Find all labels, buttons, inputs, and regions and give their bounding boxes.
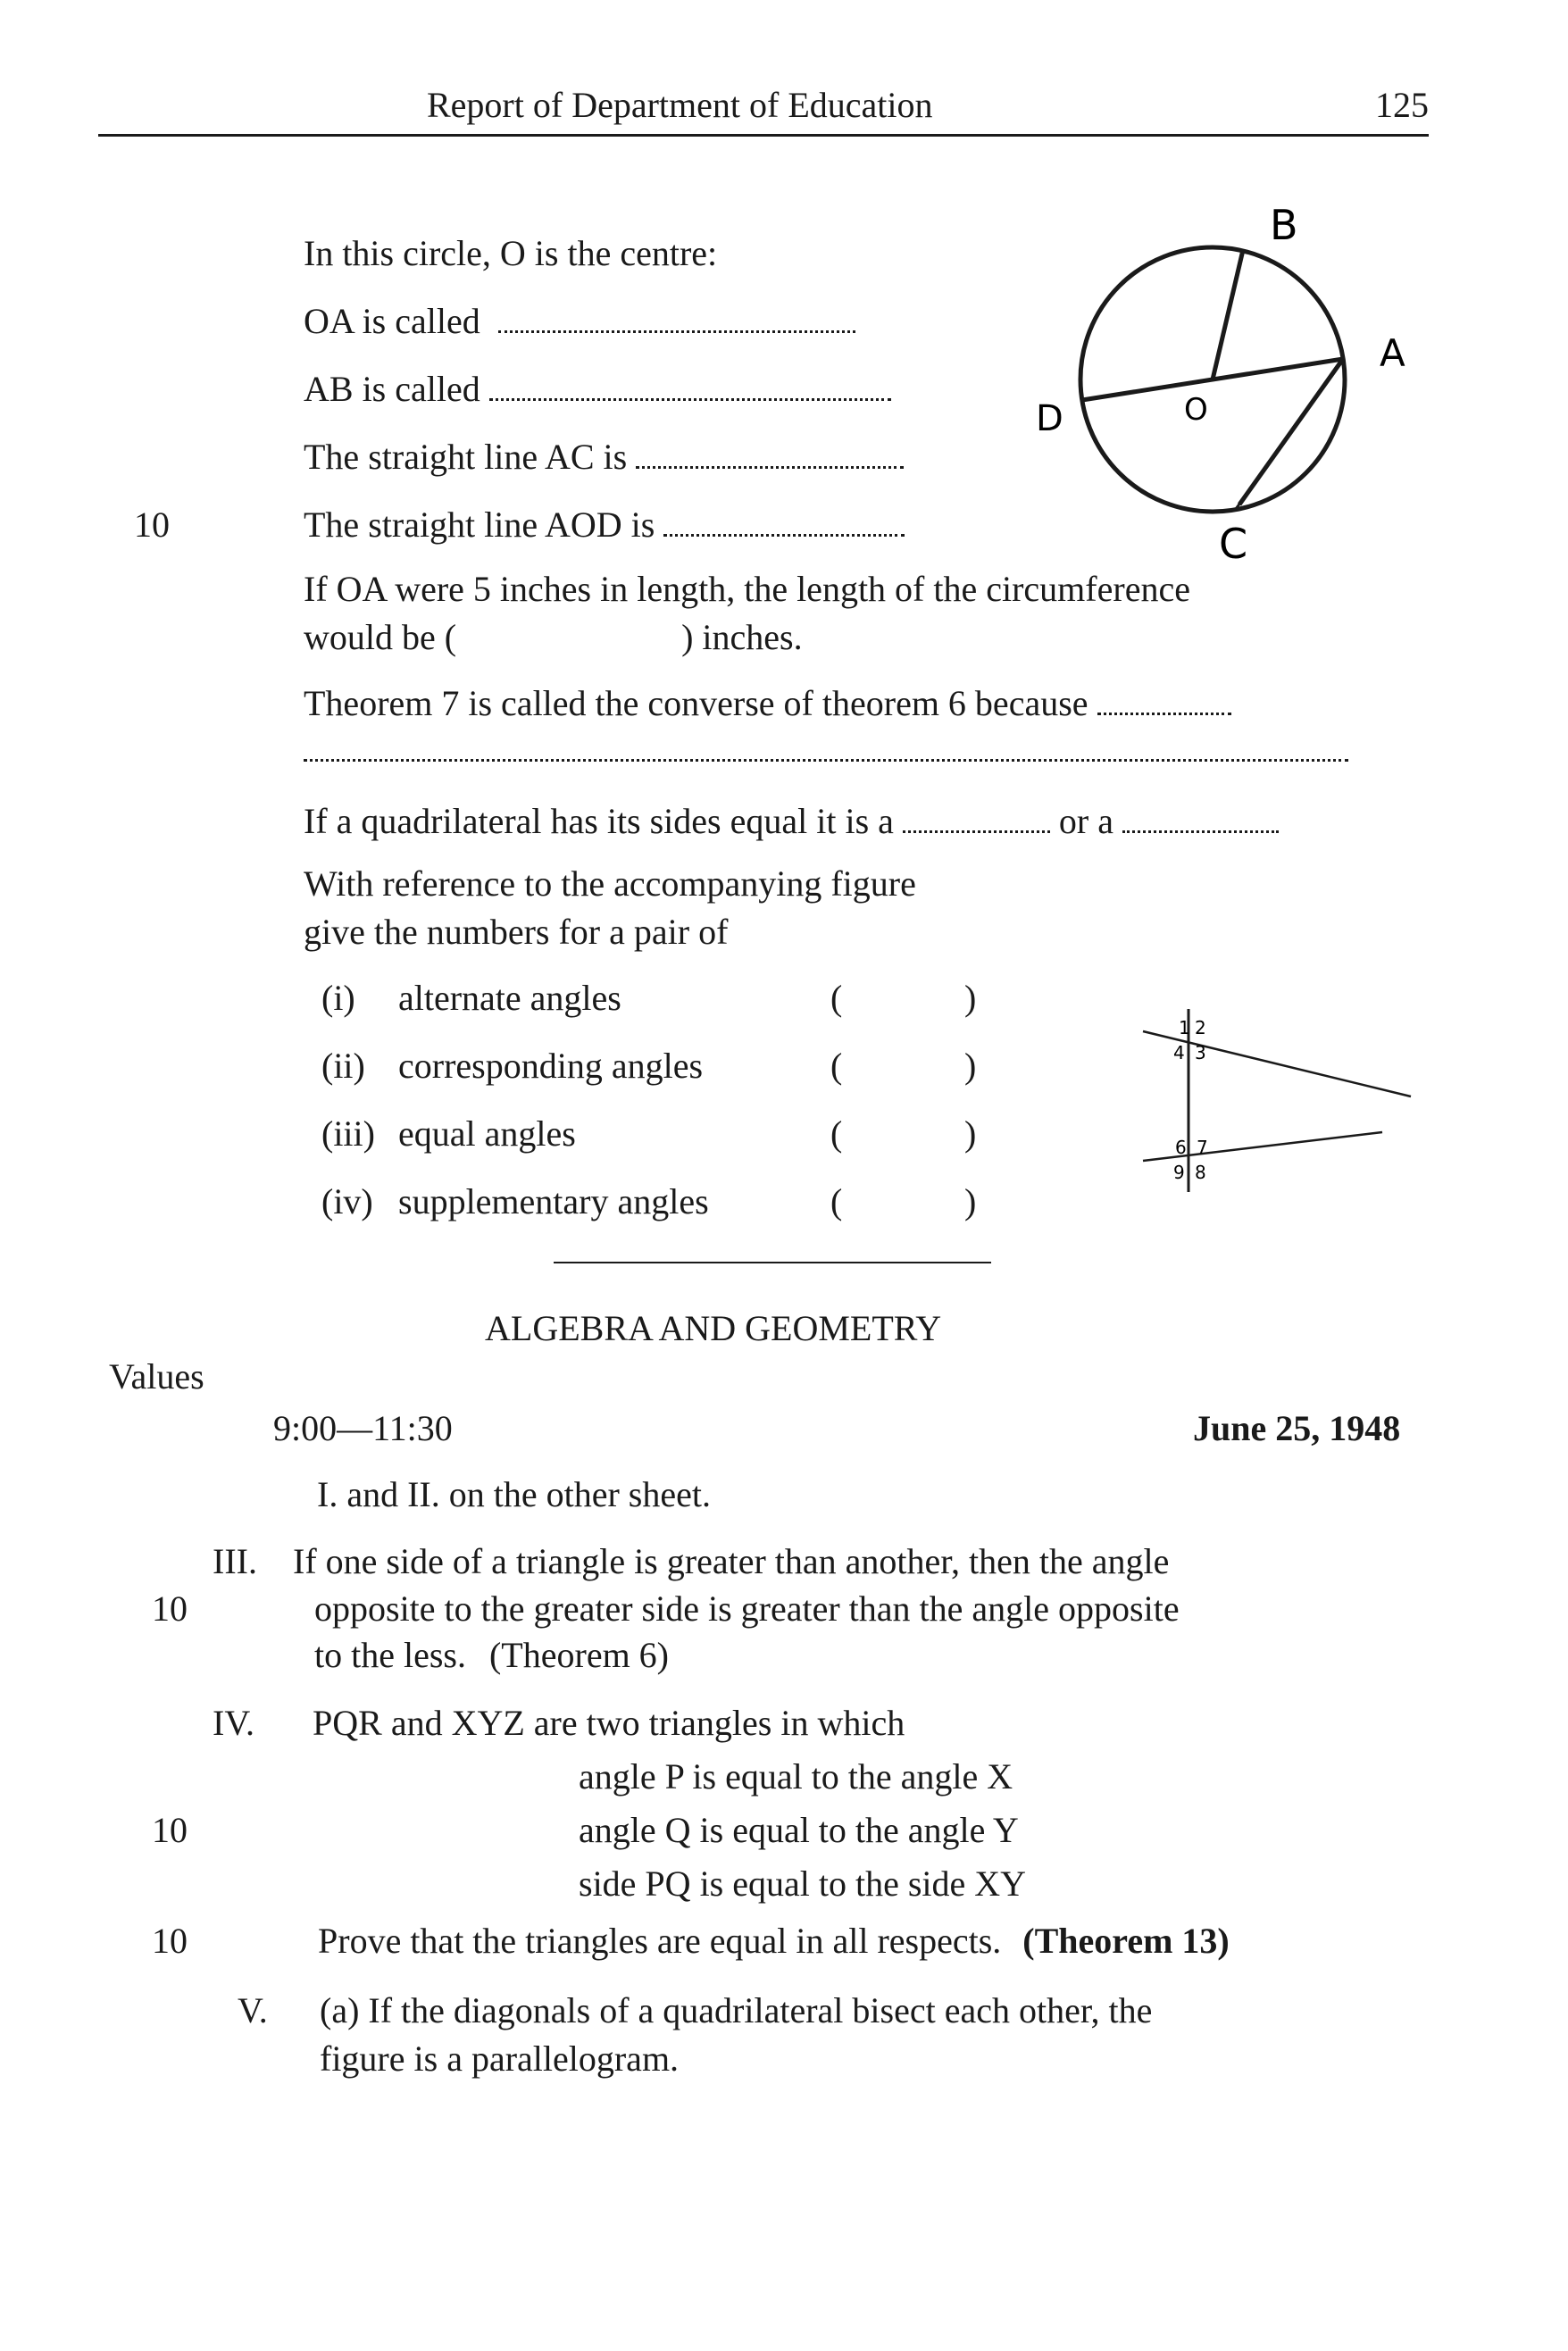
question-5-line-2: figure is a parallelogram. — [320, 2038, 680, 2079]
values-label: Values — [109, 1356, 204, 1396]
question-ab — [304, 368, 891, 411]
circumference-open: would be ( — [304, 617, 457, 657]
question-3-line-1: If one side of a triangle is greater than another, then the angle — [293, 1541, 1170, 1581]
question-ac-text: The straight line AC is — [304, 437, 628, 477]
angle-number: 6 — [1175, 1137, 1187, 1158]
question-4-prove-line — [318, 1920, 1230, 1963]
answer-blank-ab[interactable] — [489, 371, 891, 401]
question-4-prove-text: Prove that the triangles are equal in all respects. — [318, 1921, 1002, 1961]
question-4-number: IV. — [213, 1703, 255, 1743]
question-4-theorem-ref: (Theorem 13) — [1022, 1921, 1230, 1961]
question-oa — [304, 300, 855, 343]
question-ab-text: AB is called — [304, 369, 480, 409]
value-circle: 10 — [134, 504, 170, 545]
label-c: C — [1219, 520, 1248, 568]
page-number: 125 — [1375, 85, 1429, 125]
question-aod — [304, 504, 905, 546]
angle-item-num: (ii) — [321, 1046, 365, 1086]
running-header-title: Report of Department of Education — [427, 85, 933, 125]
angle-item-label: equal angles — [398, 1113, 576, 1154]
angle-item-close: ) — [964, 1181, 977, 1221]
question-3-value: 10 — [152, 1588, 188, 1629]
question-3-line-3 — [314, 1634, 669, 1677]
question-3-number: III. — [213, 1541, 257, 1581]
angle-item-open: ( — [830, 1046, 843, 1086]
upper-line — [1143, 1031, 1411, 1096]
quadrilateral-text: If a quadrilateral has its sides equal it is a — [304, 801, 894, 841]
answer-blank-quad-1[interactable] — [903, 804, 1050, 833]
angle-item-open: ( — [830, 978, 843, 1018]
angle-item-label: alternate angles — [398, 978, 621, 1018]
question-aod-text: The straight line AOD is — [304, 504, 655, 545]
circle-figure — [1000, 196, 1429, 571]
question-5-line-1: (a) If the diagonals of a quadrilateral bisect each other, the — [320, 1990, 1153, 2030]
circle-intro: In this circle, O is the centre: — [304, 233, 718, 273]
angle-number: 2 — [1195, 1017, 1206, 1038]
question-4-condition-2: angle Q is equal to the angle Y — [579, 1810, 1019, 1850]
angle-item-open: ( — [830, 1113, 843, 1154]
question-4-value-b: 10 — [152, 1921, 188, 1961]
question-3-theorem-ref: (Theorem 6) — [488, 1635, 669, 1675]
quadrilateral-or: or a — [1058, 801, 1113, 841]
question-3-line-3-text: to the less. — [314, 1635, 466, 1675]
angle-item-num: (i) — [321, 978, 355, 1018]
circumference-close: ) inches. — [681, 617, 803, 657]
theorem-converse-text: Theorem 7 is called the converse of theorem 6 because — [304, 683, 1088, 723]
radius-ob — [1213, 250, 1243, 379]
angle-number: 4 — [1173, 1042, 1185, 1063]
label-b: B — [1270, 201, 1298, 249]
angle-number: 3 — [1195, 1042, 1206, 1063]
answer-blank-quad-2[interactable] — [1122, 804, 1279, 833]
label-a: A — [1380, 331, 1405, 375]
answer-blank-oa[interactable] — [498, 304, 855, 333]
angle-item-num: (iv) — [321, 1181, 373, 1221]
angle-item-close: ) — [964, 1113, 977, 1154]
transversal-figure — [1125, 991, 1429, 1214]
angle-number: 1 — [1179, 1017, 1190, 1038]
theorem-converse-line — [304, 682, 1231, 725]
angle-item-num: (iii) — [321, 1113, 375, 1154]
angle-item-open: ( — [830, 1181, 843, 1221]
question-4-intro: PQR and XYZ are two triangles in which — [313, 1703, 905, 1743]
answer-blank-aod[interactable] — [663, 507, 905, 537]
question-ac — [304, 436, 904, 479]
exam-title: ALGEBRA AND GEOMETRY — [485, 1308, 942, 1348]
angle-number: 8 — [1195, 1162, 1206, 1183]
angle-item-close: ) — [964, 1046, 977, 1086]
quadrilateral-line — [304, 800, 1279, 843]
exam-time: 9:00—11:30 — [273, 1408, 453, 1448]
angles-intro-2: give the numbers for a pair of — [304, 912, 729, 952]
section-divider — [554, 1262, 991, 1263]
circumference-line-2 — [304, 616, 803, 659]
question-4-value-a: 10 — [152, 1810, 188, 1850]
angle-number: 9 — [1173, 1162, 1185, 1183]
exam-note: I. and II. on the other sheet. — [317, 1474, 711, 1514]
answer-blank-ac[interactable] — [636, 439, 904, 469]
question-5-number: V. — [238, 1990, 268, 2030]
question-3-line-2: opposite to the greater side is greater than the angle opposite — [314, 1588, 1180, 1629]
circumference-line-1: If OA were 5 inches in length, the length of the circumference — [304, 569, 1190, 609]
angle-item-label: supplementary angles — [398, 1181, 709, 1221]
question-4-condition-1: angle P is equal to the angle X — [579, 1756, 1013, 1797]
angle-number: 7 — [1197, 1137, 1208, 1158]
angle-item-label: corresponding angles — [398, 1046, 704, 1086]
answer-blank-theorem-continued[interactable] — [304, 732, 1348, 762]
label-o: O — [1184, 392, 1208, 428]
header-rule — [98, 134, 1429, 137]
angles-intro-1: With reference to the accompanying figure — [304, 863, 916, 904]
label-d: D — [1036, 398, 1063, 439]
angle-item-close: ) — [964, 978, 977, 1018]
question-oa-text: OA is called — [304, 301, 480, 341]
exam-date: June 25, 1948 — [1193, 1408, 1401, 1448]
question-4-condition-3: side PQ is equal to the side XY — [579, 1863, 1027, 1904]
answer-blank-theorem[interactable] — [1097, 686, 1231, 715]
